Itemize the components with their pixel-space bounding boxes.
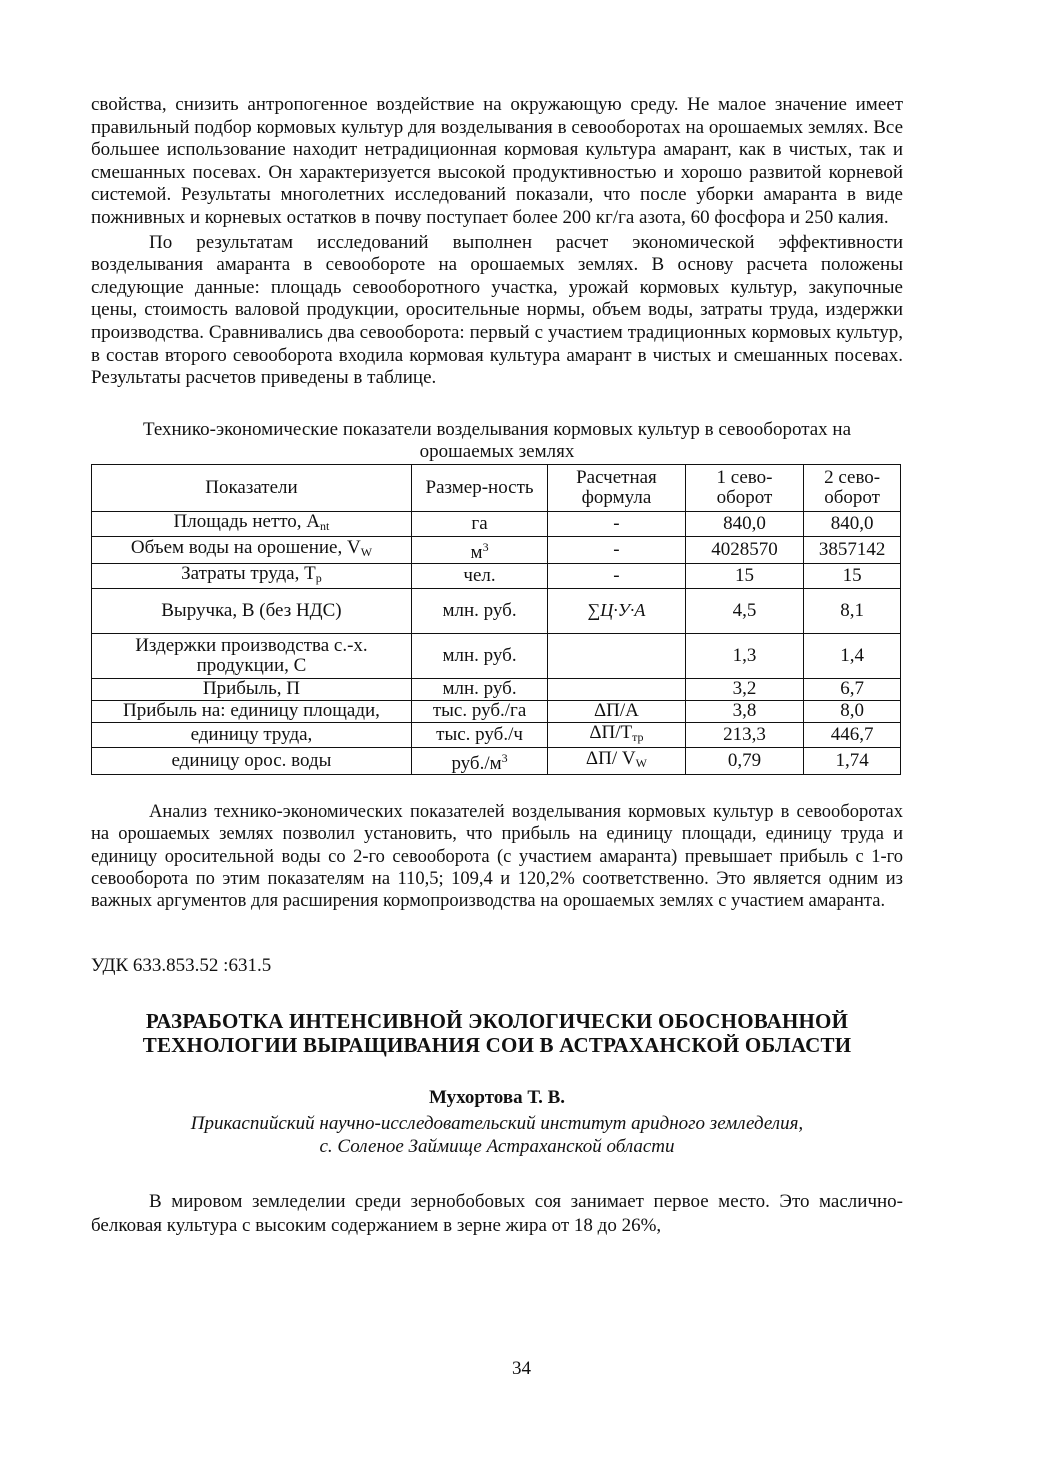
rotation-2-value: 8,1 <box>840 599 864 621</box>
affiliation-line-1: Прикаспийский научно-исследовательский институт аридного земледелия, <box>190 1112 804 1134</box>
cell-unit <box>411 678 547 700</box>
cell-unit <box>411 633 547 678</box>
rotation-1-value: 4028570 <box>711 538 778 560</box>
cell-indicator <box>92 700 412 722</box>
cell-formula <box>548 747 685 774</box>
indicator-name: Прибыль на: единицу площади, <box>122 700 380 722</box>
cell-indicator <box>92 633 412 678</box>
cell-unit <box>411 700 547 722</box>
cell-rotation-1 <box>685 563 804 588</box>
formula-value: ΔП/T <box>589 721 633 743</box>
cell-rotation-1 <box>685 678 804 700</box>
cell-rotation-1 <box>685 633 804 678</box>
indicator-name: Площадь нетто, A <box>173 510 321 532</box>
cell-indicator <box>92 747 412 774</box>
rotation-1-value: 15 <box>734 564 754 586</box>
rotation-1-value: 3,2 <box>732 678 757 700</box>
cell-rotation-2 <box>804 722 901 747</box>
cell-rotation-2 <box>804 700 901 722</box>
table-row <box>92 700 901 722</box>
table-row <box>92 633 901 678</box>
rotation-2-value: 840,0 <box>830 512 874 534</box>
unit-value: млн. руб. <box>442 678 517 700</box>
table-body <box>92 511 901 774</box>
formula-subscript: тр <box>632 729 644 744</box>
indicator-subscript: p <box>315 570 322 585</box>
cell-rotation-2 <box>804 563 901 588</box>
table-row <box>92 722 901 747</box>
formula-value: - <box>613 512 620 534</box>
formula-value: ΔП/ V <box>585 747 636 769</box>
unit-value: руб./м <box>451 752 502 774</box>
table-row <box>92 536 901 563</box>
intro-paragraph: В мировом земледелии среди зернобобовых соя занимает первое место. Это маслично-белковая культура с высоким содержанием в зерне жира от 18 до 26%, <box>91 1190 903 1236</box>
rotation-1-value: 213,3 <box>723 723 766 745</box>
indicator-name: Объем воды на орошение, V <box>130 536 361 558</box>
indicator-subscript: nt <box>320 518 330 533</box>
cell-indicator <box>92 588 412 633</box>
rotation-2-value: 15 <box>842 564 862 586</box>
paragraph-1: свойства, снизить антропогенное воздействие на окружающую среду. Не малое значение имеет правильный подбор кормовых культур для возделывания в севооборотах на орошаемых землях. Все большее использование находит нетрадиционная кормовая культура амарант, как в чистых, так и смешанных посевах. Он характеризуется высокой продуктивностью и хорошо развитой корневой системой. Результаты многолетних исследований показали, что после уборки амаранта в виде пожнивных и корневых остатков в почву поступает более 200 кг/га азота, 60 фосфора и 250 калия. <box>91 94 903 228</box>
unit-value: тыс. руб./га <box>432 700 527 722</box>
cell-formula <box>548 536 685 563</box>
cell-rotation-2 <box>804 678 901 700</box>
unit-value: тыс. руб./ч <box>436 723 523 745</box>
cell-indicator <box>92 536 412 563</box>
table-row <box>92 678 901 700</box>
cell-rotation-1 <box>685 588 804 633</box>
unit-value: га <box>471 512 488 534</box>
unit-value: млн. руб. <box>442 644 517 666</box>
unit-superscript: 3 <box>501 750 508 765</box>
indicators-table <box>91 464 901 775</box>
cell-rotation-2 <box>804 588 901 633</box>
article-title-line-2: ТЕХНОЛОГИИ ВЫРАЩИВАНИЯ СОИ В АСТРАХАНСКОЙ ОБЛАСТИ <box>142 1032 852 1057</box>
table-row <box>92 747 901 774</box>
page-content <box>91 94 903 1238</box>
formula-value: ΔП/A <box>593 700 639 722</box>
cell-rotation-1 <box>685 511 804 536</box>
analysis-paragraph: Анализ технико-экономических показателей возделывания кормовых культур в севооборотах на орошаемых землях позволил установить, что прибыль на единицу площади, единицу труда и единицу оросительной воды со 2-го севооборота (с участием амаранта) превышает прибыль с 1-го севооборота по этим показателям на 110,5; 109,4 и 120,2% соответственно. Это является одним из важных аргументов для расширения кормопроизводства на орошаемых землях с участием амаранта. <box>91 801 903 912</box>
article-title <box>91 1009 903 1057</box>
indicator-name: единицу орос. воды <box>171 749 332 771</box>
formula-value: ∑Ц·У·A <box>587 600 646 621</box>
cell-formula <box>548 563 685 588</box>
rotation-1-value: 1,3 <box>732 644 757 666</box>
cell-indicator <box>92 678 412 700</box>
indicator-name: единицу труда, <box>190 723 313 745</box>
article-affiliation <box>91 1112 903 1158</box>
rotation-1-value: 0,79 <box>727 749 762 771</box>
page-number: 34 <box>512 1358 531 1379</box>
cell-indicator <box>92 722 412 747</box>
article-author: Мухортова Т. В. <box>428 1086 566 1108</box>
formula-subscript: W <box>635 755 647 770</box>
cell-rotation-2 <box>804 633 901 678</box>
cell-formula <box>548 722 685 747</box>
udk-code: УДК 633.853.52 :631.5 <box>91 954 272 976</box>
indicator-name: Прибыль, П <box>202 678 301 700</box>
table-row <box>92 563 901 588</box>
header-unit: Размер-ность <box>411 464 547 511</box>
cell-rotation-1 <box>685 536 804 563</box>
rotation-1-value: 840,0 <box>723 512 766 534</box>
rotation-2-value: 3857142 <box>818 538 886 560</box>
rotation-2-value: 8,0 <box>840 700 864 722</box>
rotation-1-value: 4,5 <box>732 599 757 621</box>
indicator-name: Выручка, В (без НДС) <box>161 599 342 621</box>
header-formula: Расчетная формула <box>548 464 685 511</box>
table-caption: Технико-экономические показатели возделывания кормовых культур в севооборотах на орошаемых землях <box>142 418 852 462</box>
cell-unit <box>411 747 547 774</box>
header-rotation-2: 2 сево-оборот <box>804 464 901 511</box>
cell-rotation-1 <box>685 722 804 747</box>
rotation-1-value: 3,8 <box>732 700 757 722</box>
table-header-row <box>92 464 901 511</box>
cell-indicator <box>92 511 412 536</box>
cell-formula <box>548 633 685 678</box>
unit-superscript: 3 <box>482 539 489 554</box>
indicator-subscript: W <box>360 544 373 559</box>
cell-formula <box>548 511 685 536</box>
rotation-2-value: 1,4 <box>840 644 864 666</box>
table-row <box>92 588 901 633</box>
affiliation-line-2: с. Соленое Займище Астраханской области <box>319 1135 675 1157</box>
indicator-name: Затраты труда, T <box>181 562 316 584</box>
unit-value: млн. руб. <box>442 599 517 621</box>
cell-rotation-2 <box>804 536 901 563</box>
rotation-2-value: 1,74 <box>835 749 869 771</box>
cell-unit <box>411 588 547 633</box>
formula-value: - <box>613 538 620 560</box>
rotation-2-value: 446,7 <box>830 723 874 745</box>
cell-unit <box>411 511 547 536</box>
formula-value: - <box>613 564 620 586</box>
cell-rotation-1 <box>685 700 804 722</box>
paragraph-2: По результатам исследований выполнен расчет экономической эффективности возделывания амаранта в севообороте на орошаемых землях. В основу расчета положены следующие данные: площадь севооборотного участка, урожай кормовых культур, закупочные цены, стоимость валовой продукции, оросительные нормы, объем воды, затраты труда, издержки производства. Сравнивались два севооборота: первый с участием традиционных кормовых культур, в состав второго севооборота входила кормовая культура амарант в чистых и смешанных посевах. Результаты расчетов приведены в таблице. <box>91 231 903 389</box>
cell-rotation-1 <box>685 747 804 774</box>
cell-formula <box>548 678 685 700</box>
cell-unit <box>411 563 547 588</box>
cell-rotation-2 <box>804 511 901 536</box>
cell-formula <box>548 700 685 722</box>
cell-formula <box>548 588 685 633</box>
unit-value: м <box>470 541 483 563</box>
rotation-2-value: 6,7 <box>840 678 864 700</box>
header-rotation-1: 1 сево-оборот <box>685 464 804 511</box>
cell-rotation-2 <box>804 747 901 774</box>
cell-indicator <box>92 563 412 588</box>
table-row <box>92 511 901 536</box>
cell-unit <box>411 536 547 563</box>
indicator-name: Издержки производства с.-х. продукции, С <box>135 634 368 676</box>
header-indicators: Показатели <box>92 464 412 511</box>
article-title-line-1: РАЗРАБОТКА ИНТЕНСИВНОЙ ЭКОЛОГИЧЕСКИ ОБОСНОВАННОЙ <box>145 1008 849 1033</box>
cell-unit <box>411 722 547 747</box>
unit-value: чел. <box>463 564 496 586</box>
